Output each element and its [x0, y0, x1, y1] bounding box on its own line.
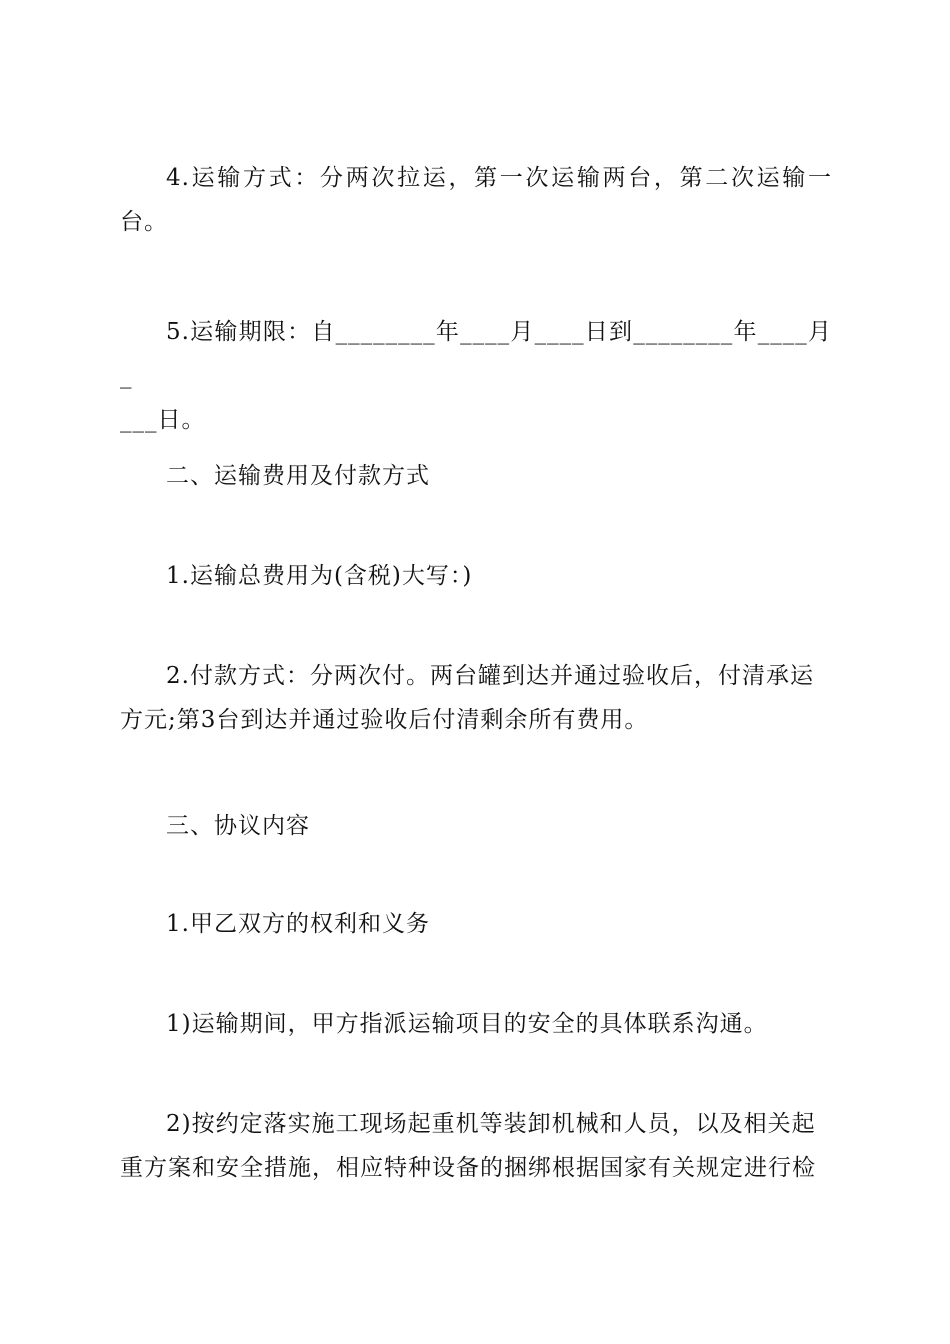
paragraph-rights-obligations: 1.甲乙双方的权利和义务	[166, 911, 430, 937]
paragraph-payment-method: 2.付款方式：分两次付。两台罐到达并通过验收后，付清承运 方元;第3台到达并通过验收后付清剩余所有费用。	[120, 663, 814, 733]
section-heading-agreement: 三、协议内容	[166, 813, 310, 839]
section-heading-fees: 二、运输费用及付款方式	[166, 463, 430, 489]
paragraph-transport-period: 5.运输期限：自________年____月____日到________年____月_ ___日。	[120, 319, 832, 433]
paragraph-item-2: 2)按约定落实施工现场起重机等装卸机械和人员，以及相关起 重方案和安全措施，相应特种设备的捆绑根据国家有关规定进行检	[120, 1111, 816, 1181]
paragraph-total-fee: 1.运输总费用为(含税)大写：)	[166, 563, 473, 589]
paragraph-transport-method: 4.运输方式：分两次拉运，第一次运输两台，第二次运输一台。	[120, 165, 832, 235]
paragraph-item-1: 1)运输期间，甲方指派运输项目的安全的具体联系沟通。	[166, 1011, 768, 1037]
